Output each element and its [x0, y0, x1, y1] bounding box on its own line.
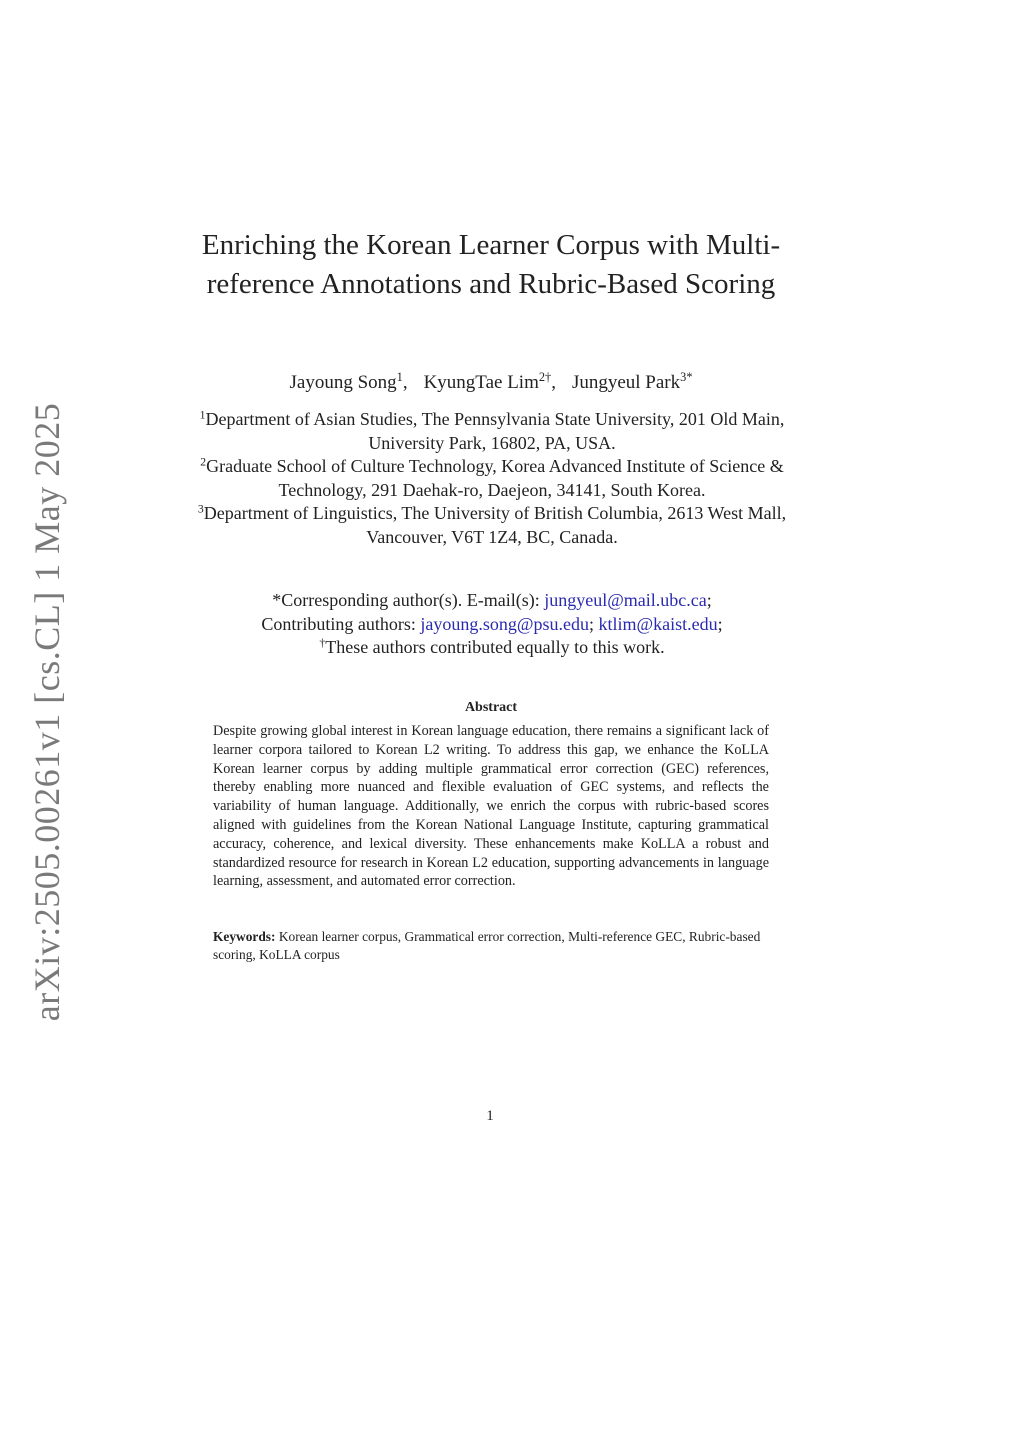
- affiliation-text: Graduate School of Culture Technology, Korea Advanced Institute of Science & Technology, 291 Daehak-ro, Daejeon, 34141, South Korea.: [206, 456, 784, 500]
- author-list: Jayoung Song$^1$, KyungTae Lim$^{2\dagger}$, Jungyeul Park$^{3*}$: [289, 370, 693, 393]
- author-affiliation-mark: 1: [396, 370, 403, 385]
- contributing-label: Contributing authors:: [261, 613, 421, 634]
- page-number: 1: [486, 1108, 494, 1124]
- corresponding-author-line: [196, 589, 788, 613]
- correspondence-block: [196, 589, 788, 660]
- affiliation-text: Department of Linguistics, The University of British Columbia, 2613 West Mall, Vancouver, V6T 1Z4, BC, Canada.: [203, 503, 787, 547]
- affiliation-mark: 1: [199, 408, 206, 422]
- contributing-authors-line: [196, 613, 788, 637]
- author-affiliation-mark: 2†: [538, 370, 552, 385]
- author-name: KyungTae Lim: [423, 372, 539, 393]
- paper-title: Enriching the Korean Learner Corpus with Multi-reference Annotations and Rubric-Based Scoring: [201, 229, 781, 300]
- keywords-label: Keywords:: [213, 929, 276, 944]
- punctuation: ;: [717, 613, 723, 634]
- dagger-mark: †: [319, 636, 326, 650]
- equal-contribution-text: These authors contributed equally to this work.: [325, 637, 665, 657]
- corresponding-email-link[interactable]: jungyeul@mail.ubc.ca: [544, 590, 707, 610]
- affiliation-list: [196, 408, 788, 549]
- corresponding-label: *Corresponding author(s). E-mail(s):: [272, 590, 545, 610]
- equal-contribution-note: [196, 636, 788, 660]
- punctuation: ;: [706, 590, 712, 610]
- affiliation-mark: 3: [197, 502, 204, 516]
- affiliation-entry: [196, 502, 788, 549]
- keywords-block: [213, 928, 769, 963]
- author-name: Jungyeul Park: [571, 372, 681, 393]
- contributing-email-link-2[interactable]: ktlim@kaist.edu: [598, 613, 718, 634]
- punctuation: ;: [588, 613, 599, 634]
- author-name: Jayoung Song: [289, 372, 397, 393]
- affiliation-entry: [196, 408, 788, 455]
- author-affiliation-mark: 3*: [680, 370, 693, 385]
- abstract-body: Despite growing global interest in Korean language education, there remains a significant lack of learner corpora tailored to Korean L2 writing. To address this gap, we enhance the KoLLA Korean learner corpus by adding multiple grammatical error correction (GEC) references, thereby enabling more nuanced and flexible evaluation of GEC systems, and reflects the variability of human language. Additionally, we enrich the corpus with rubric-based scores aligned with guidelines from the Korean National Language Institute, capturing grammatical accuracy, coherence, and lexical diversity. These enhancements make KoLLA a robust and standardized resource for research in Korean L2 education, supporting advancements in language learning, assessment, and automated error correction.: [213, 723, 769, 890]
- keywords-text: Korean learner corpus, Grammatical error correction, Multi-reference GEC, Rubric-based scoring, KoLLA corpus: [213, 929, 761, 962]
- affiliation-entry: [196, 455, 788, 502]
- affiliation-text: Department of Asian Studies, The Pennsylvania State University, 201 Old Main, University Park, 16802, PA, USA.: [205, 409, 785, 453]
- contributing-email-link-1[interactable]: jayoung.song@psu.edu: [420, 613, 589, 634]
- arxiv-identifier-stamp: arXiv:2505.00261v1 [cs.CL] 1 May 2025: [27, 402, 67, 1022]
- affiliation-mark: 2: [200, 455, 207, 469]
- abstract-heading: Abstract: [464, 700, 518, 715]
